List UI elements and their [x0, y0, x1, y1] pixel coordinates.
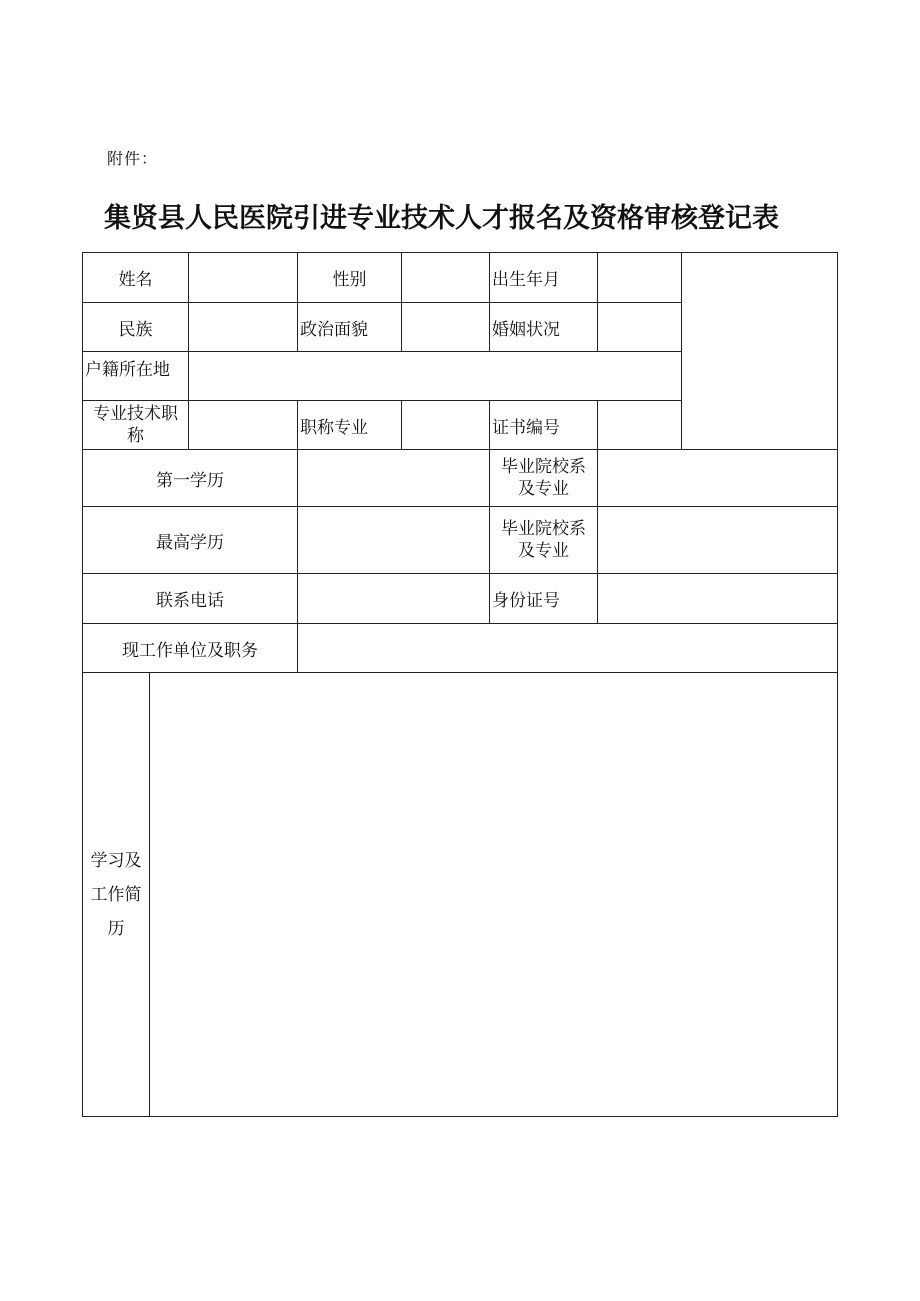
- cert-no-field[interactable]: [598, 401, 682, 450]
- gender-label: 性别: [298, 253, 402, 303]
- school-major-label-1: [490, 450, 598, 507]
- work-unit-field[interactable]: [298, 624, 838, 673]
- name-field[interactable]: [189, 253, 298, 303]
- cert-no-label: 证书编号: [490, 401, 598, 450]
- ethnicity-field[interactable]: [189, 303, 298, 352]
- school-major-label-2: [490, 507, 598, 574]
- first-edu-field[interactable]: [298, 450, 490, 507]
- page-title: 集贤县人民医院引进专业技术人才报名及资格审核登记表: [104, 203, 779, 234]
- phone-field[interactable]: [298, 574, 490, 624]
- hukou-label: 户籍所在地: [83, 352, 189, 401]
- resume-label-line2: 工作简: [90, 884, 142, 905]
- phone-label: 联系电话: [83, 574, 298, 624]
- tech-title-field[interactable]: [189, 401, 298, 450]
- birth-field[interactable]: [598, 253, 682, 303]
- school-major-label-1-line1: 毕业院校系: [501, 457, 586, 477]
- highest-edu-field[interactable]: [298, 507, 490, 574]
- school-major-label-2-line1: 毕业院校系: [501, 519, 586, 539]
- political-field[interactable]: [402, 303, 490, 352]
- hukou-field[interactable]: [189, 352, 682, 401]
- birth-label: 出生年月: [490, 253, 598, 303]
- first-edu-label: 第一学历: [83, 450, 298, 507]
- marital-label: 婚姻状况: [490, 303, 598, 352]
- attachment-label: 附件：: [107, 149, 159, 168]
- school-major-label-2-line2: 及专业: [518, 541, 569, 561]
- id-field[interactable]: [598, 574, 838, 624]
- tech-title-label: [83, 401, 189, 450]
- registration-form: [82, 252, 838, 1117]
- id-label: 身份证号: [490, 574, 598, 624]
- resume-label-line1: 学习及: [90, 850, 142, 871]
- tech-title-label-line2: 称: [127, 426, 144, 446]
- title-major-label: 职称专业: [298, 401, 402, 450]
- ethnicity-label: 民族: [83, 303, 189, 352]
- gender-field[interactable]: [402, 253, 490, 303]
- marital-field[interactable]: [598, 303, 682, 352]
- resume-field[interactable]: [150, 673, 838, 1117]
- school-major-field-1[interactable]: [598, 450, 838, 507]
- school-major-label-1-line2: 及专业: [518, 479, 569, 499]
- title-major-field[interactable]: [402, 401, 490, 450]
- tech-title-label-line1: 专业技术职: [93, 404, 178, 424]
- school-major-field-2[interactable]: [598, 507, 838, 574]
- photo-box[interactable]: [682, 253, 838, 450]
- resume-label: [83, 673, 150, 1117]
- resume-label-line3: 历: [107, 918, 125, 939]
- work-unit-label: 现工作单位及职务: [83, 624, 298, 673]
- name-label: 姓名: [83, 253, 189, 303]
- highest-edu-label: 最高学历: [83, 507, 298, 574]
- political-label: 政治面貌: [298, 303, 402, 352]
